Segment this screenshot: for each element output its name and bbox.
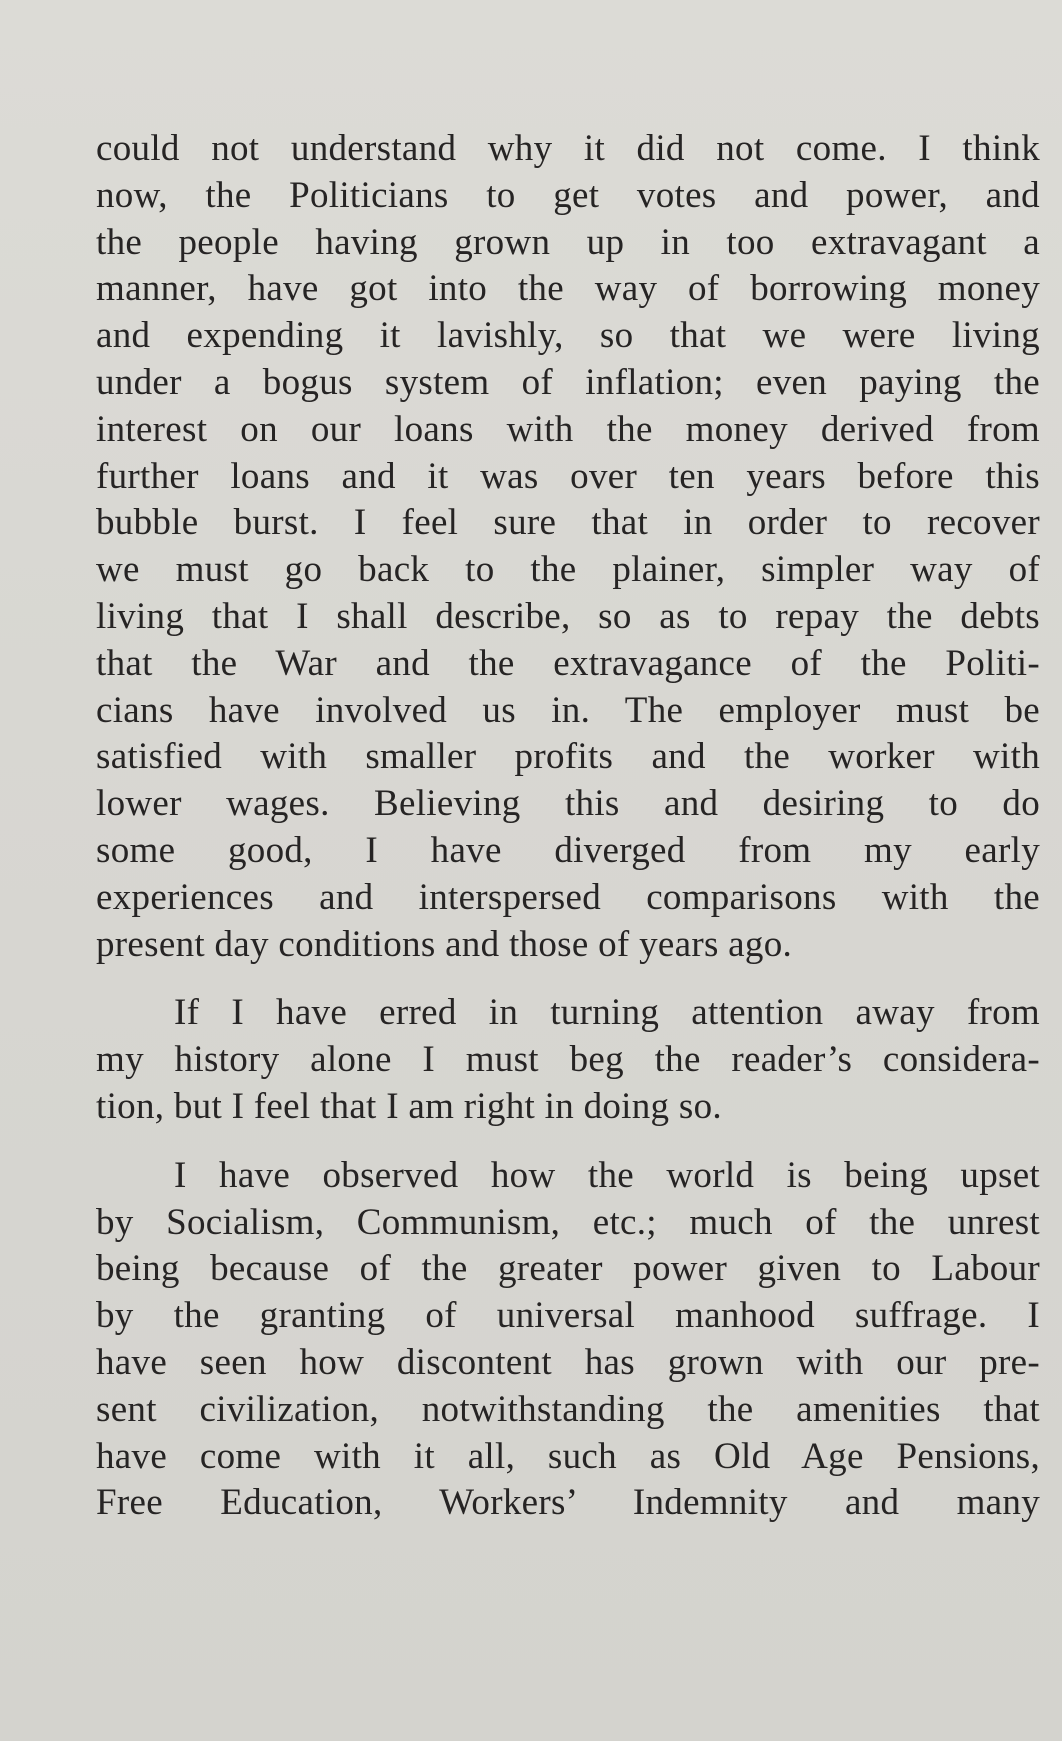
text-line: manner, have got into the way of borrowing money bbox=[96, 268, 1040, 310]
text-line: cians have involved us in. The employer must be bbox=[96, 689, 1040, 731]
text-line: present day conditions and those of years ago. bbox=[96, 923, 793, 965]
text-line: satisfied with smaller profits and the worker with bbox=[96, 736, 1040, 778]
text-line: I have observed how the world is being upset bbox=[174, 1154, 1040, 1196]
paragraph-spacer bbox=[96, 968, 1040, 990]
text-line: sent civilization, notwithstanding the amenities that bbox=[96, 1388, 1040, 1430]
text-line: have come with it all, such as Old Age Pensions, bbox=[96, 1435, 1040, 1477]
page-body-text bbox=[96, 126, 1040, 1527]
text-line: the people having grown up in too extravagant a bbox=[96, 221, 1040, 263]
text-line: Free Education, Workers’ Indemnity and many bbox=[96, 1482, 1040, 1524]
text-line: further loans and it was over ten years before this bbox=[96, 455, 1040, 497]
text-line: interest on our loans with the money derived from bbox=[96, 408, 1040, 450]
text-line: some good, I have diverged from my early bbox=[96, 829, 1040, 871]
text-line: my history alone I must beg the reader’s considera- bbox=[96, 1039, 1040, 1081]
text-line: we must go back to the plainer, simpler way of bbox=[96, 549, 1040, 591]
text-line: by the granting of universal manhood suffrage. I bbox=[96, 1295, 1040, 1337]
text-line: bubble burst. I feel sure that in order to recover bbox=[96, 502, 1040, 544]
text-line: If I have erred in turning attention away from bbox=[174, 992, 1040, 1034]
text-line: and expending it lavishly, so that we were living bbox=[96, 315, 1040, 357]
text-line: by Socialism, Communism, etc.; much of the unrest bbox=[96, 1201, 1040, 1243]
text-line: now, the Politicians to get votes and power, and bbox=[96, 174, 1040, 216]
text-line: lower wages. Believing this and desiring to do bbox=[96, 783, 1040, 825]
text-line: that the War and the extravagance of the Politi- bbox=[96, 642, 1040, 684]
text-line: under a bogus system of inflation; even paying the bbox=[96, 361, 1040, 403]
paragraph-spacer bbox=[96, 1131, 1040, 1153]
paragraph-1 bbox=[96, 126, 1040, 968]
text-line: have seen how discontent has grown with our pre- bbox=[96, 1341, 1040, 1383]
paragraph-3 bbox=[96, 1153, 1040, 1527]
paragraph-2 bbox=[96, 990, 1040, 1130]
text-line: being because of the greater power given to Labour bbox=[96, 1248, 1040, 1290]
text-line: tion, but I feel that I am right in doing so. bbox=[96, 1085, 722, 1127]
text-line: living that I shall describe, so as to repay the debts bbox=[96, 595, 1040, 637]
text-line: experiences and interspersed comparisons with the bbox=[96, 876, 1040, 918]
text-line: could not understand why it did not come. I think bbox=[96, 128, 1040, 169]
